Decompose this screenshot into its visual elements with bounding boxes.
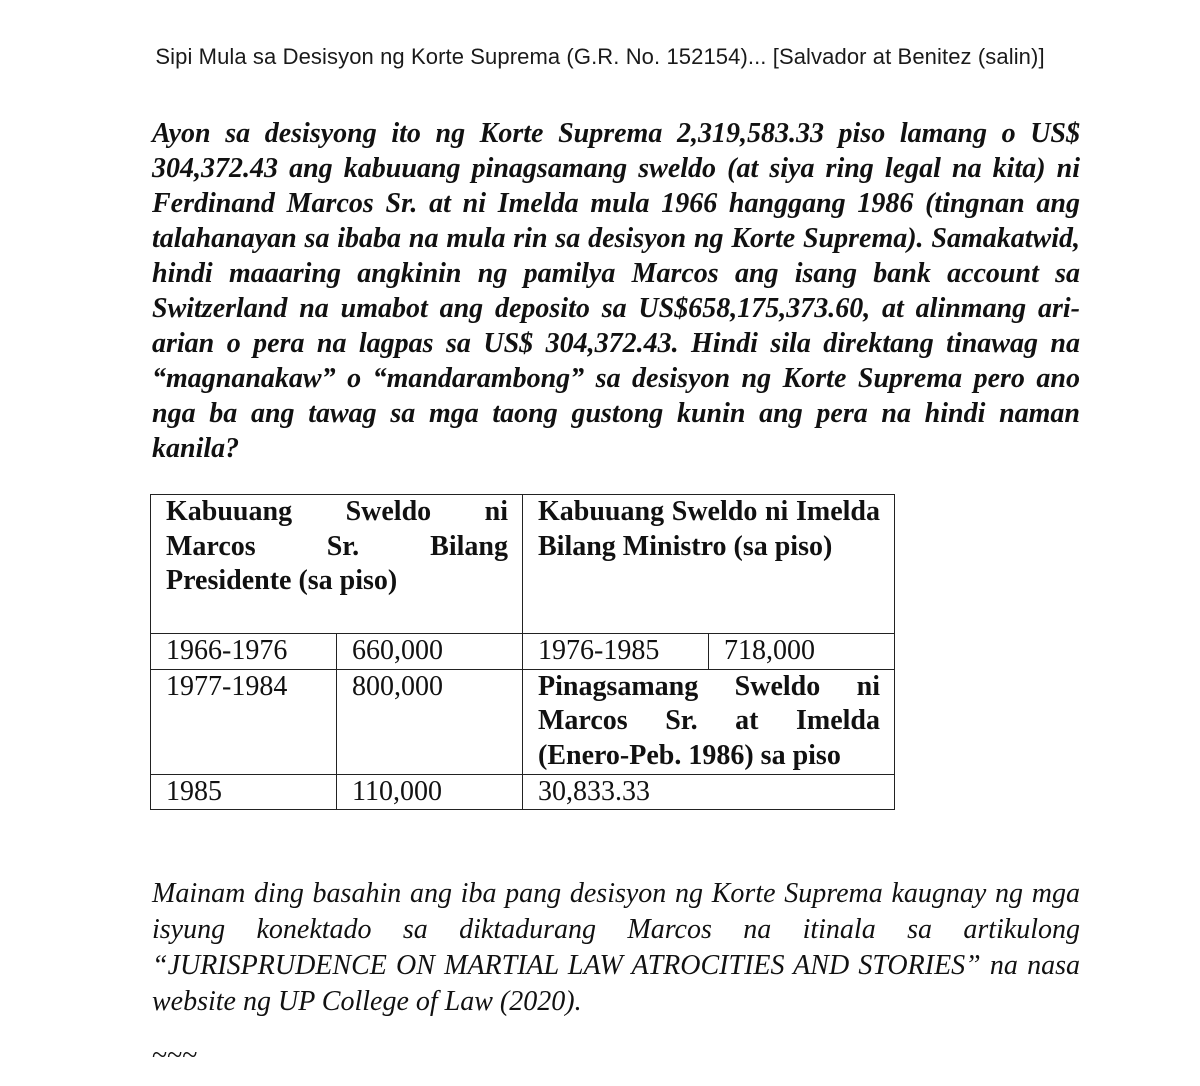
- citation-header: Sipi Mula sa Desisyon ng Korte Suprema (G.R. No. 152154)... [Salvador at Benitez (salin)]: [155, 44, 1045, 69]
- salary-table: [150, 494, 895, 810]
- marcos-salary-header: Kabuuang Sweldo ni Marcos Sr. Bilang Presidente (sa piso): [166, 496, 508, 596]
- combined-salary-label: Pinagsamang Sweldo ni Marcos Sr. at Imelda (Enero-Peb. 1986) sa piso: [538, 670, 881, 771]
- imelda-salary-header: Kabuuang Sweldo ni Imelda Bilang Ministro (sa piso): [538, 496, 881, 562]
- table-row: [151, 669, 895, 774]
- table-header-row: [151, 495, 895, 634]
- section-separator: ~~~: [152, 1040, 198, 1071]
- footer-note: Mainam ding basahin ang iba pang desisyon ng Korte Suprema kaugnay ng mga isyung konektado sa diktadurang Marcos na itinala sa artikulong “JURISPRUDENCE ON MARTIAL LAW ATROCITIES AND STORIES” na nasa website ng UP College of Law (2020).: [152, 878, 1080, 1017]
- main-paragraph: Ayon sa desisyong ito ng Korte Suprema 2,319,583.33 piso lamang o US$ 304,372.43 ang kabuuang pinagsamang sweldo (at siya ring legal na kita) ni Ferdinand Marcos Sr. at ni Imelda mula 1966 hanggang 1986 (tingnan ang talahanayan sa ibaba na mula rin sa desisyon ng Korte Suprema). Samakatwid, hindi maaaring angkinin ng pamilya Marcos ang isang bank account sa Switzerland na umabot ang deposito sa US$658,175,373.60, at alinmang ari-arian o pera na lagpas sa US$ 304,372.43. Hindi sila direktang tinawag na “magnanakaw” o “mandarambong” sa desisyon ng Korte Suprema pero ano nga ba ang tawag sa mga taong gustong kunin ang pera na hindi naman kanila?: [152, 118, 1080, 464]
- marcos-period-cell: 1985: [151, 774, 337, 810]
- table-row: [151, 774, 895, 810]
- imelda-period-cell: 1976-1985: [523, 634, 709, 670]
- combined-salary-label-cell: [523, 669, 895, 774]
- imelda-amount-cell: 718,000: [709, 634, 895, 670]
- marcos-period-cell: 1977-1984: [151, 669, 337, 774]
- combined-salary-amount-cell: 30,833.33: [523, 774, 895, 810]
- marcos-amount-cell: 110,000: [337, 774, 523, 810]
- marcos-period-cell: 1966-1976: [151, 634, 337, 670]
- imelda-salary-header-cell: [523, 495, 895, 634]
- marcos-amount-cell: 660,000: [337, 634, 523, 670]
- table-row: [151, 634, 895, 670]
- marcos-salary-header-cell: [151, 495, 523, 634]
- marcos-amount-cell: 800,000: [337, 669, 523, 774]
